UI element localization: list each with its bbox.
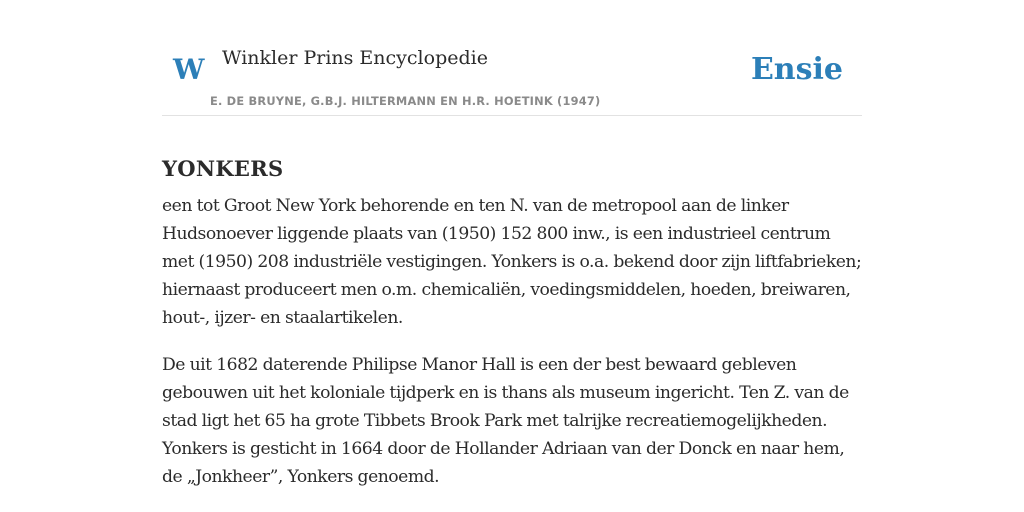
article-paragraph: De uit 1682 daterende Philipse Manor Hall is een der best bewaard gebleven gebouwen uit het koloniale tijdperk en is thans als museum ingericht. Ten Z. van de stad ligt het 65 ha grote Tibbets Brook Park met talrijke recreatiemogelijkheden. Yonkers is gesticht in 1664 door de Hollander Adriaan van der Donck en naar hem, de „Jonkheer”, Yonkers genoemd. [162,355,849,487]
article-paragraph: een tot Groot New York behorende en ten N. van de metropool aan de linker Hudsonoever liggende plaats van (1950) 152 800 inw., is een industrieel centrum met (1950) 208 industriële vestigingen. Yonkers is o.a. bekend door zijn liftfabrieken; hiernaast produceert men o.m. chemicaliën, voedingsmiddelen, hoeden, breiwaren, hout-, ijzer- en staalartikelen. [162,196,862,328]
winkler-prins-logo[interactable]: W [173,53,205,86]
authors-line: E. DE BRUYNE, G.B.J. HILTERMANN EN H.R. HOETINK (1947) [210,94,601,108]
site-title[interactable]: Winkler Prins Encyclopedie [222,47,488,69]
ensie-logo[interactable]: Ensie [750,52,843,87]
article-headword: YONKERS [162,156,284,182]
header-divider [162,115,862,116]
article-body [162,192,864,510]
